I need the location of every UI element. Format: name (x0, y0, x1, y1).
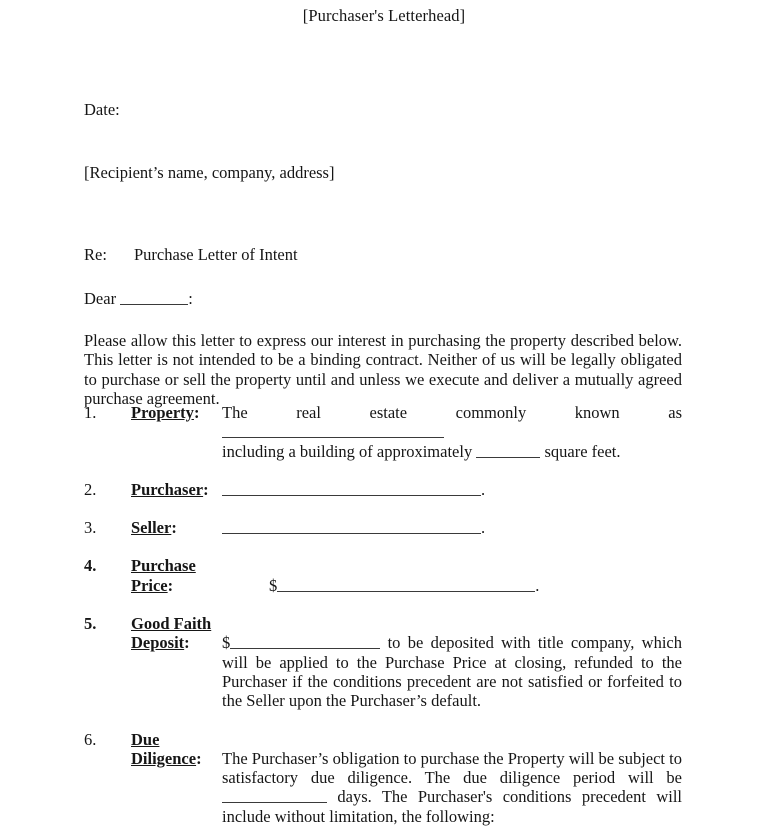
purchaser-name-blank[interactable] (222, 482, 481, 496)
term-label-colon: : (171, 518, 177, 538)
term-body-property (222, 403, 682, 461)
salutation-blank[interactable] (120, 291, 188, 305)
property-text-2: including a building of approximately (222, 441, 473, 461)
term-label-property (131, 403, 222, 422)
salutation (84, 289, 682, 308)
term-number: 1. (84, 403, 97, 422)
seller-period: . (481, 518, 486, 538)
term-number: 6. (84, 729, 97, 749)
date-label: Date: (84, 100, 120, 119)
term-label-text: Seller (131, 518, 172, 538)
term-item-seller (84, 518, 682, 537)
term-label-colon: : (196, 748, 202, 768)
term-label-text: Property (131, 403, 194, 422)
term-item-property (84, 403, 682, 461)
letterhead-placeholder: [Purchaser's Letterhead] (302, 6, 466, 25)
purchase-price-currency: $ (269, 575, 278, 595)
term-item-purchase-price (84, 556, 682, 595)
term-item-due-diligence (84, 730, 682, 826)
term-label-text-line2: Deposit (131, 633, 185, 653)
term-label-purchaser (131, 480, 222, 499)
term-label-text-line1: Good Faith (131, 614, 212, 634)
subject-line (84, 245, 682, 264)
salutation-suffix: : (188, 288, 193, 308)
due-diligence-days-blank[interactable] (222, 789, 327, 803)
term-label-seller (131, 518, 222, 537)
term-number: 2. (84, 479, 97, 499)
term-body-purchase-price (222, 556, 682, 595)
term-item-good-faith-deposit (84, 614, 682, 710)
term-label-text-line2: Price (131, 575, 168, 595)
purchase-price-period: . (535, 575, 540, 595)
term-label-colon: : (193, 403, 200, 422)
term-number: 4. (84, 556, 97, 576)
subject-value: Purchase Letter of Intent (134, 244, 298, 264)
term-label-good-faith-deposit (131, 614, 222, 653)
property-sqft-blank[interactable] (476, 444, 540, 458)
term-body-seller (222, 518, 682, 537)
deposit-currency: $ (222, 633, 231, 653)
term-label-text-line1: Purchase (131, 556, 196, 576)
subject-label: Re: (84, 244, 107, 264)
deposit-text: to be deposited with title company, which will be applied to the Purchase Price at closing, refunded to the Purchaser if the conditions precedent are not satisfied or forfeited to the Seller upon the Purchaser’s default. (222, 633, 683, 711)
due-diligence-text-2: days. The Purchaser's conditions precedent will include without limitation, the following: (222, 787, 683, 826)
property-address-blank[interactable] (222, 424, 444, 438)
term-label-text: Purchaser (131, 479, 204, 499)
salutation-prefix: Dear (84, 288, 121, 308)
purchase-price-blank[interactable] (277, 578, 535, 592)
recipient-placeholder: [Recipient’s name, company, address] (84, 163, 335, 183)
term-label-text-line2: Diligence (131, 748, 197, 768)
purchaser-period: . (481, 479, 486, 499)
intro-paragraph: Please allow this letter to express our interest in purchasing the property described below. This letter is not intended to be a binding contract. Neither of us will be legally obligated to purchase or sell the property until and unless we execute and deliver a mutually agreed purchase agreement. (84, 331, 682, 409)
term-label-colon: : (167, 575, 174, 595)
seller-name-blank[interactable] (222, 520, 481, 534)
term-body-purchaser (222, 480, 682, 499)
property-text-1: The real estate commonly known as (222, 403, 682, 422)
property-text-3: square feet. (544, 441, 621, 461)
term-number: 5. (84, 614, 97, 634)
deposit-amount-blank[interactable] (230, 635, 380, 649)
term-label-colon: : (203, 479, 209, 499)
term-item-purchaser (84, 480, 682, 499)
letter-header-block (84, 100, 682, 408)
due-diligence-text-1: The Purchaser’s obligation to purchase the Property will be subject to satisfactory due diligence. The due diligence period will be (222, 748, 682, 788)
term-label-text-line1: Due (131, 729, 160, 749)
term-body-due-diligence (222, 730, 682, 826)
term-label-purchase-price (131, 556, 222, 595)
terms-list (84, 403, 682, 826)
term-label-due-diligence (131, 730, 222, 769)
term-body-good-faith-deposit (222, 614, 682, 710)
term-number: 3. (84, 518, 97, 538)
term-label-colon: : (184, 633, 190, 653)
